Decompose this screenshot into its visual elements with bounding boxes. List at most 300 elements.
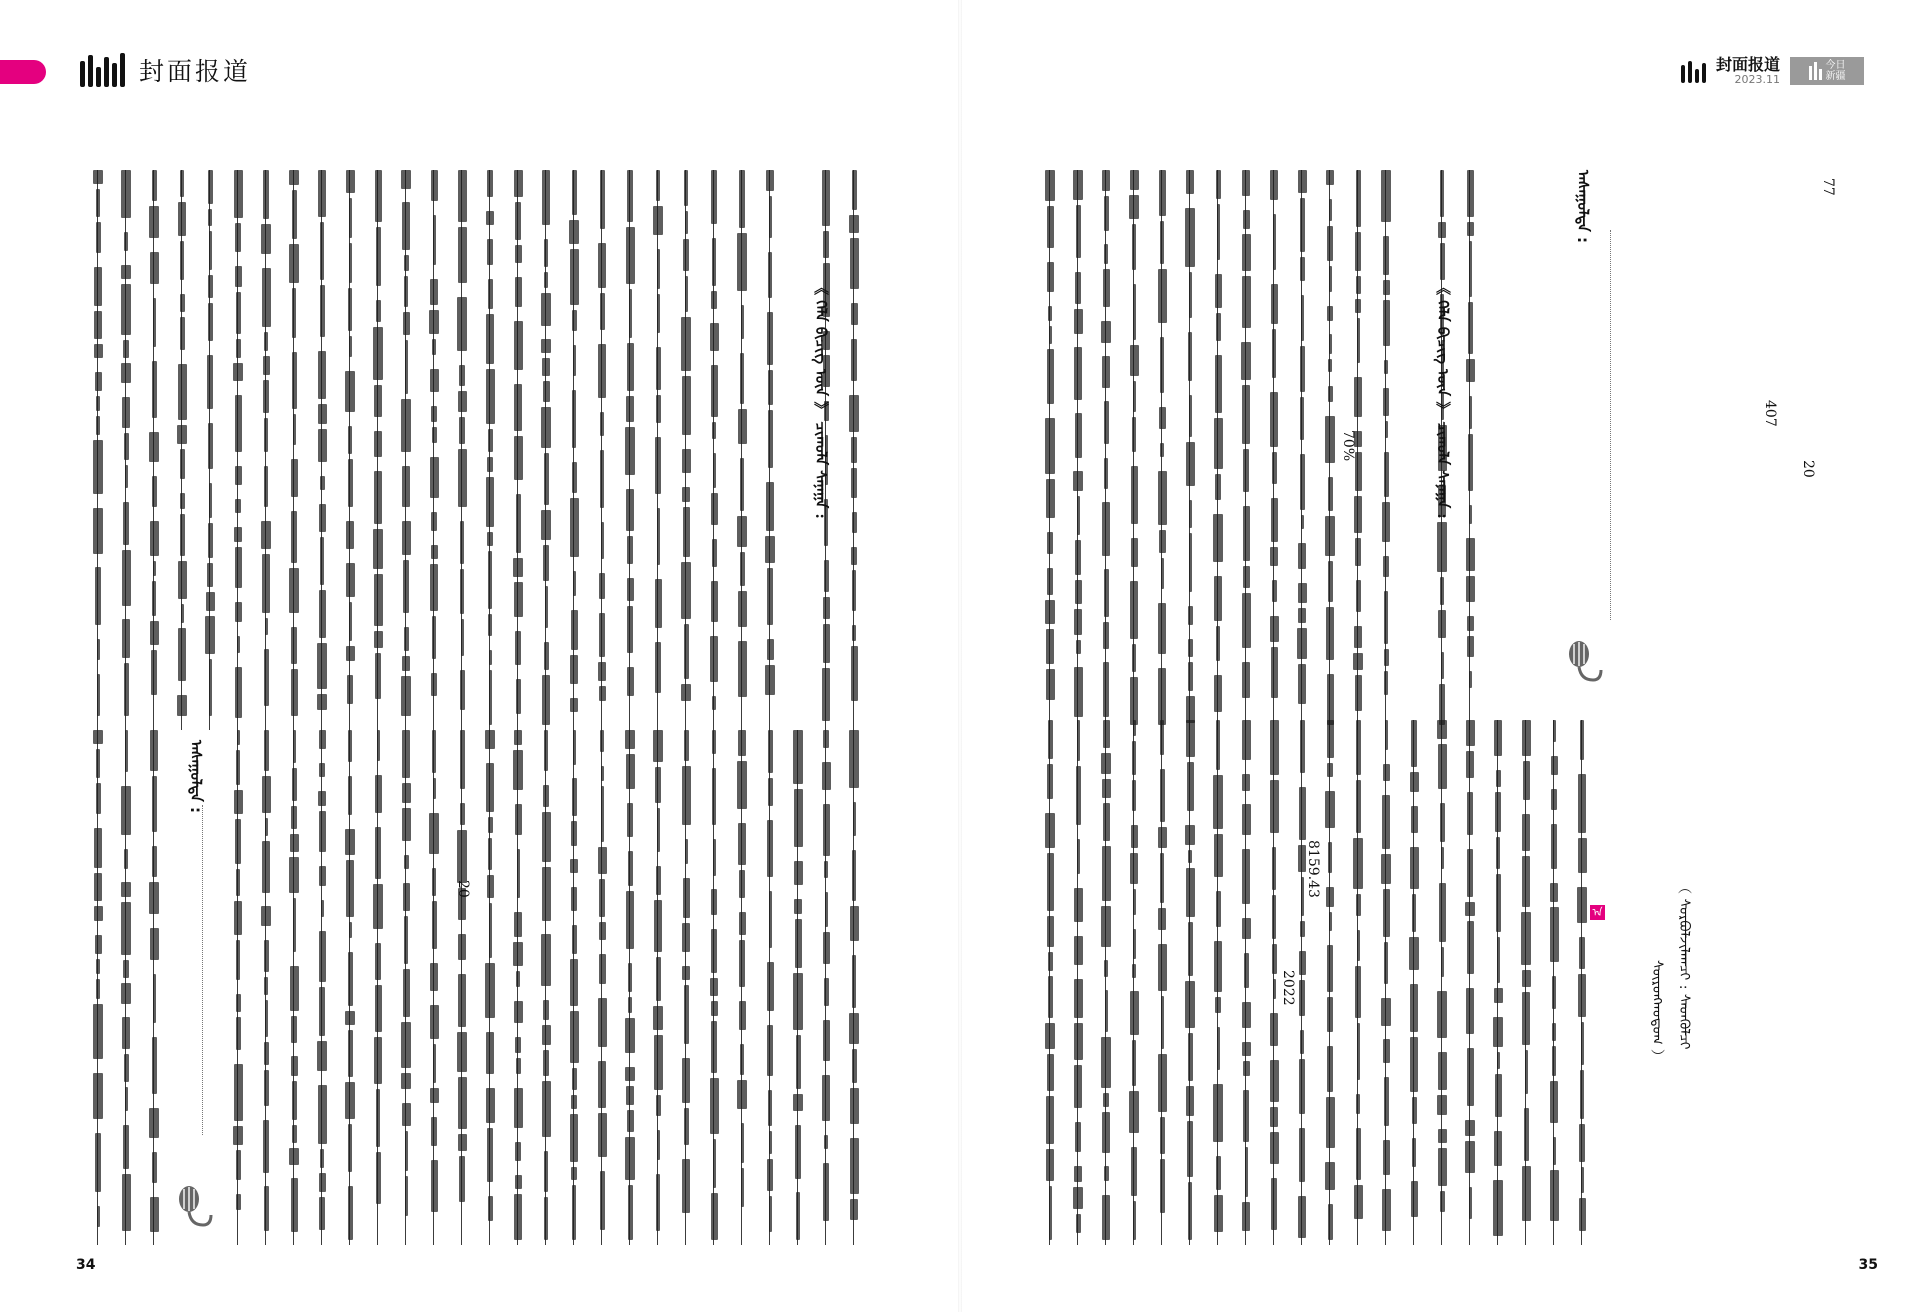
script-glyph (1467, 222, 1474, 236)
script-glyph (237, 636, 240, 653)
script-glyph (1467, 1048, 1474, 1106)
script-glyph (1214, 834, 1223, 877)
script-glyph (737, 516, 747, 547)
script-glyph (1216, 1156, 1221, 1190)
script-glyph (1469, 671, 1472, 688)
text-column (1432, 720, 1452, 1245)
script-glyph (1130, 677, 1138, 725)
script-glyph (1076, 205, 1081, 258)
text-column (564, 730, 584, 1245)
script-glyph (1522, 720, 1531, 756)
script-glyph (375, 653, 381, 699)
script-glyph (1412, 894, 1416, 932)
script-glyph (374, 574, 383, 626)
script-glyph (514, 1194, 522, 1240)
script-glyph (349, 198, 352, 238)
script-glyph (541, 293, 551, 326)
script-glyph (1522, 992, 1530, 1045)
script-glyph (121, 983, 131, 1003)
left-lower-text-block (88, 730, 898, 1245)
script-glyph (150, 521, 159, 556)
inline-number: 20 (1800, 460, 1816, 478)
script-glyph (460, 521, 464, 564)
script-glyph (180, 317, 185, 350)
script-glyph (626, 396, 634, 422)
script-glyph (626, 489, 634, 531)
script-glyph (1385, 720, 1388, 750)
script-glyph (1383, 388, 1389, 416)
text-column (760, 730, 780, 1245)
script-glyph (96, 222, 101, 253)
script-glyph (1046, 1149, 1054, 1181)
script-glyph (739, 170, 745, 228)
script-glyph (1075, 540, 1081, 575)
script-glyph (544, 730, 548, 771)
script-glyph (402, 783, 411, 803)
script-glyph (205, 616, 215, 654)
script-glyph (1102, 846, 1111, 901)
logo-text: 今日 新疆 (1825, 60, 1846, 82)
script-glyph (290, 966, 299, 1011)
script-glyph (1101, 753, 1111, 774)
script-glyph (514, 1001, 523, 1024)
script-glyph (1159, 530, 1166, 553)
script-glyph (1411, 720, 1417, 767)
text-column (1040, 720, 1060, 1245)
script-glyph (541, 934, 551, 986)
script-glyph (123, 1125, 129, 1169)
script-glyph (627, 578, 634, 601)
script-glyph (1074, 1166, 1082, 1182)
script-glyph (1133, 381, 1136, 413)
script-glyph (684, 624, 689, 679)
script-glyph (1381, 998, 1391, 1025)
script-glyph (264, 649, 269, 706)
script-glyph (1356, 1094, 1360, 1114)
script-glyph (1046, 1096, 1054, 1144)
script-glyph (1440, 577, 1444, 605)
script-glyph (488, 838, 492, 870)
script-glyph (430, 279, 438, 305)
script-glyph (1102, 170, 1110, 191)
script-glyph (514, 730, 522, 745)
script-glyph (235, 819, 241, 864)
script-glyph (235, 395, 242, 452)
script-glyph (1440, 803, 1445, 842)
script-glyph (1438, 610, 1446, 638)
script-glyph (1551, 756, 1558, 775)
script-glyph (317, 1041, 327, 1071)
script-glyph (236, 1150, 241, 1180)
text-column (676, 730, 696, 1245)
script-glyph (489, 903, 492, 958)
script-glyph (1073, 1187, 1083, 1209)
script-glyph (1523, 761, 1530, 800)
script-glyph (1581, 1022, 1584, 1065)
script-glyph (599, 954, 606, 984)
script-glyph (402, 808, 411, 841)
script-glyph (121, 284, 131, 335)
script-glyph (95, 567, 101, 625)
script-glyph (262, 554, 270, 613)
script-glyph (1328, 561, 1333, 602)
script-glyph (738, 409, 747, 444)
script-glyph (656, 1095, 661, 1116)
script-glyph (236, 940, 240, 980)
script-glyph (1132, 644, 1136, 672)
script-glyph (1273, 979, 1276, 999)
script-glyph (1074, 347, 1082, 399)
script-glyph (1242, 662, 1250, 698)
script-glyph (150, 1197, 159, 1232)
script-glyph (769, 1196, 772, 1232)
script-glyph (1467, 616, 1474, 631)
script-glyph (851, 437, 857, 463)
script-glyph (375, 170, 382, 222)
script-glyph (1243, 449, 1249, 492)
script-glyph (320, 222, 324, 280)
script-glyph (1325, 416, 1335, 463)
script-glyph (1242, 276, 1251, 328)
script-glyph (1410, 1037, 1418, 1092)
script-glyph (1242, 234, 1251, 271)
script-glyph (458, 974, 466, 1027)
script-glyph (432, 901, 437, 949)
script-glyph (823, 597, 830, 619)
script-glyph (1465, 902, 1475, 916)
script-glyph (765, 665, 775, 695)
script-glyph (599, 613, 605, 657)
script-glyph (262, 268, 271, 327)
left-section-heading: 《 ᠬᠡᠯᠡ ᠪᠢᠴᠢᠭ ᠦᠨ 》 ᠴᠢᠬᠤᠯᠠ ᠰᠠᠨᠠᠭᠠ : (812, 280, 830, 519)
script-glyph (1242, 1002, 1251, 1028)
script-glyph (710, 636, 718, 682)
script-glyph (628, 1185, 633, 1240)
script-glyph (487, 1128, 493, 1182)
text-column (816, 730, 836, 1245)
script-glyph (598, 1061, 606, 1108)
script-glyph (681, 317, 691, 371)
script-glyph (374, 1037, 382, 1084)
script-glyph (1189, 395, 1192, 437)
script-glyph (233, 1126, 243, 1145)
script-glyph (570, 498, 579, 557)
script-glyph (767, 820, 773, 877)
script-glyph (1553, 1137, 1556, 1165)
script-glyph (401, 399, 411, 453)
script-glyph (1242, 849, 1250, 905)
script-glyph (544, 642, 549, 670)
script-glyph (685, 839, 688, 864)
script-glyph (1299, 951, 1306, 975)
script-glyph (822, 668, 830, 721)
script-glyph (1580, 1070, 1584, 1120)
script-glyph (430, 564, 438, 611)
script-glyph (1300, 1030, 1304, 1054)
text-column (1404, 720, 1424, 1245)
script-glyph (1073, 170, 1083, 200)
script-glyph (433, 215, 436, 265)
script-glyph (1355, 966, 1361, 1018)
text-column (1488, 720, 1508, 1245)
script-glyph (626, 754, 635, 789)
script-glyph (1189, 500, 1192, 528)
script-glyph (1382, 502, 1390, 542)
script-glyph (1074, 936, 1083, 965)
script-glyph (713, 1139, 716, 1187)
script-glyph (1325, 1162, 1335, 1190)
text-column (704, 730, 724, 1245)
script-glyph (235, 667, 242, 718)
script-glyph (319, 811, 326, 852)
script-glyph (349, 922, 352, 938)
script-glyph (657, 1130, 660, 1161)
script-glyph (1103, 622, 1109, 649)
script-glyph (1272, 895, 1276, 939)
script-glyph (657, 294, 660, 333)
script-glyph (1329, 266, 1332, 292)
script-glyph (262, 841, 270, 893)
script-glyph (1270, 392, 1278, 447)
script-glyph (1300, 921, 1305, 937)
script-glyph (1101, 1037, 1111, 1088)
text-column (732, 730, 752, 1245)
script-glyph (545, 586, 548, 629)
script-glyph (654, 900, 662, 952)
script-glyph (682, 1058, 690, 1103)
script-glyph (1045, 1023, 1055, 1049)
script-glyph (234, 790, 243, 814)
script-glyph (542, 867, 551, 921)
script-glyph (151, 650, 157, 695)
script-glyph (1467, 792, 1473, 835)
script-glyph (1298, 583, 1307, 603)
script-glyph (488, 429, 493, 452)
right-page-number: 35 (1858, 1257, 1878, 1273)
script-glyph (598, 1113, 607, 1157)
script-glyph (152, 170, 157, 201)
script-glyph (600, 412, 604, 436)
script-glyph (1496, 874, 1501, 932)
script-glyph (1187, 762, 1194, 811)
script-glyph (95, 935, 102, 954)
script-glyph (1525, 1050, 1528, 1094)
text-column (1124, 170, 1144, 730)
script-glyph (1185, 208, 1195, 267)
script-glyph (711, 291, 717, 309)
script-glyph (1385, 421, 1388, 438)
script-glyph (235, 602, 242, 622)
script-glyph (1104, 569, 1109, 617)
script-glyph (1270, 1013, 1278, 1046)
script-glyph (851, 303, 858, 325)
page-gutter (958, 0, 962, 1312)
script-glyph (375, 775, 382, 813)
script-glyph (1216, 313, 1221, 341)
script-glyph (293, 414, 296, 445)
script-glyph (769, 891, 772, 948)
script-glyph (292, 768, 297, 802)
script-glyph (486, 314, 494, 363)
script-glyph (236, 339, 241, 358)
text-column (1572, 720, 1592, 1245)
text-column (424, 730, 444, 1245)
script-glyph (851, 339, 857, 381)
script-glyph (769, 196, 772, 238)
script-glyph (1242, 385, 1250, 444)
script-glyph (348, 459, 353, 507)
script-glyph (794, 861, 803, 885)
script-glyph (681, 562, 691, 619)
script-glyph (1437, 522, 1447, 572)
text-column (844, 730, 864, 1245)
script-glyph (95, 1133, 101, 1192)
text-column (144, 170, 164, 730)
script-glyph (514, 582, 523, 617)
script-glyph (319, 931, 326, 982)
script-glyph (1130, 853, 1138, 884)
text-column (228, 170, 248, 730)
script-glyph (515, 277, 522, 307)
script-glyph (1045, 170, 1055, 201)
script-glyph (345, 1011, 355, 1025)
text-column (116, 170, 136, 730)
script-glyph (376, 1089, 380, 1147)
script-glyph (1132, 1040, 1136, 1086)
script-glyph (1355, 232, 1361, 271)
script-glyph (1300, 346, 1305, 392)
script-glyph (1214, 576, 1222, 621)
script-glyph (1328, 842, 1332, 874)
script-glyph (263, 356, 270, 375)
script-glyph (457, 830, 467, 883)
script-glyph (1188, 662, 1193, 691)
script-glyph (738, 641, 747, 697)
script-glyph (515, 1175, 522, 1189)
script-glyph (1327, 763, 1333, 778)
script-glyph (1495, 1074, 1502, 1117)
script-glyph (711, 365, 718, 417)
script-glyph (289, 170, 299, 185)
script-glyph (653, 730, 663, 762)
script-glyph (486, 369, 495, 424)
script-glyph (1522, 856, 1530, 907)
script-glyph (1384, 360, 1388, 374)
script-glyph (711, 1001, 718, 1016)
script-glyph (1188, 332, 1192, 381)
script-glyph (569, 220, 579, 244)
text-column (368, 170, 388, 730)
script-glyph (739, 1001, 746, 1030)
script-glyph (234, 170, 243, 218)
script-glyph (289, 1148, 299, 1165)
script-glyph (1326, 607, 1334, 660)
script-glyph (1214, 1195, 1223, 1232)
script-glyph (572, 778, 577, 816)
script-glyph (236, 750, 240, 785)
script-glyph (291, 511, 297, 563)
script-glyph (682, 487, 690, 502)
script-glyph (1356, 1128, 1361, 1180)
script-glyph (405, 1176, 408, 1216)
script-glyph (1524, 1108, 1529, 1161)
script-glyph (710, 1078, 719, 1134)
script-glyph (655, 767, 661, 803)
script-glyph (1129, 195, 1139, 220)
script-glyph (1160, 337, 1164, 393)
script-glyph (349, 336, 352, 357)
script-glyph (1356, 720, 1361, 775)
script-glyph (235, 466, 242, 485)
script-glyph (292, 1125, 297, 1143)
script-glyph (1579, 1124, 1585, 1162)
script-glyph (1410, 847, 1419, 889)
script-glyph (767, 639, 774, 660)
script-glyph (767, 962, 774, 1011)
script-glyph (264, 466, 268, 507)
text-column (1292, 170, 1312, 730)
script-glyph (1215, 474, 1221, 500)
script-glyph (121, 265, 131, 279)
script-glyph (685, 211, 688, 234)
script-glyph (320, 476, 325, 490)
script-glyph (97, 639, 100, 660)
script-glyph (1104, 196, 1109, 231)
script-glyph (684, 985, 689, 1044)
script-glyph (1270, 616, 1279, 642)
script-glyph (850, 1138, 859, 1194)
left-interview-tag: ᠠᠰᠠᠭᠤᠯᠲᠠ : (187, 740, 205, 813)
mongolian-logotype-icon (1681, 59, 1706, 83)
script-glyph (124, 232, 128, 251)
script-glyph (374, 471, 382, 524)
script-glyph (600, 1171, 605, 1230)
script-glyph (600, 293, 605, 330)
script-glyph (849, 395, 859, 432)
script-glyph (263, 1120, 269, 1173)
script-glyph (93, 440, 103, 494)
script-glyph (346, 170, 355, 193)
script-glyph (122, 1017, 130, 1049)
script-glyph (319, 866, 326, 886)
script-glyph (373, 529, 383, 569)
script-glyph (458, 1077, 467, 1129)
script-glyph (1550, 1170, 1559, 1221)
script-glyph (1101, 906, 1111, 947)
script-glyph (121, 882, 131, 897)
script-glyph (1468, 434, 1473, 491)
script-glyph (149, 206, 159, 238)
script-glyph (1467, 170, 1474, 217)
script-glyph (265, 1000, 268, 1037)
script-glyph (264, 332, 268, 351)
script-glyph (292, 190, 297, 239)
script-glyph (543, 381, 550, 402)
script-glyph (345, 1082, 355, 1119)
script-glyph (543, 785, 549, 807)
script-glyph (346, 563, 355, 597)
script-glyph (823, 730, 829, 748)
text-column (1096, 170, 1116, 730)
script-glyph (572, 462, 577, 493)
text-column (1180, 720, 1200, 1245)
script-glyph (121, 363, 131, 383)
script-glyph (401, 1073, 411, 1089)
script-glyph (684, 170, 688, 206)
script-glyph (488, 614, 492, 636)
script-glyph (1578, 774, 1586, 833)
script-glyph (1074, 309, 1083, 334)
